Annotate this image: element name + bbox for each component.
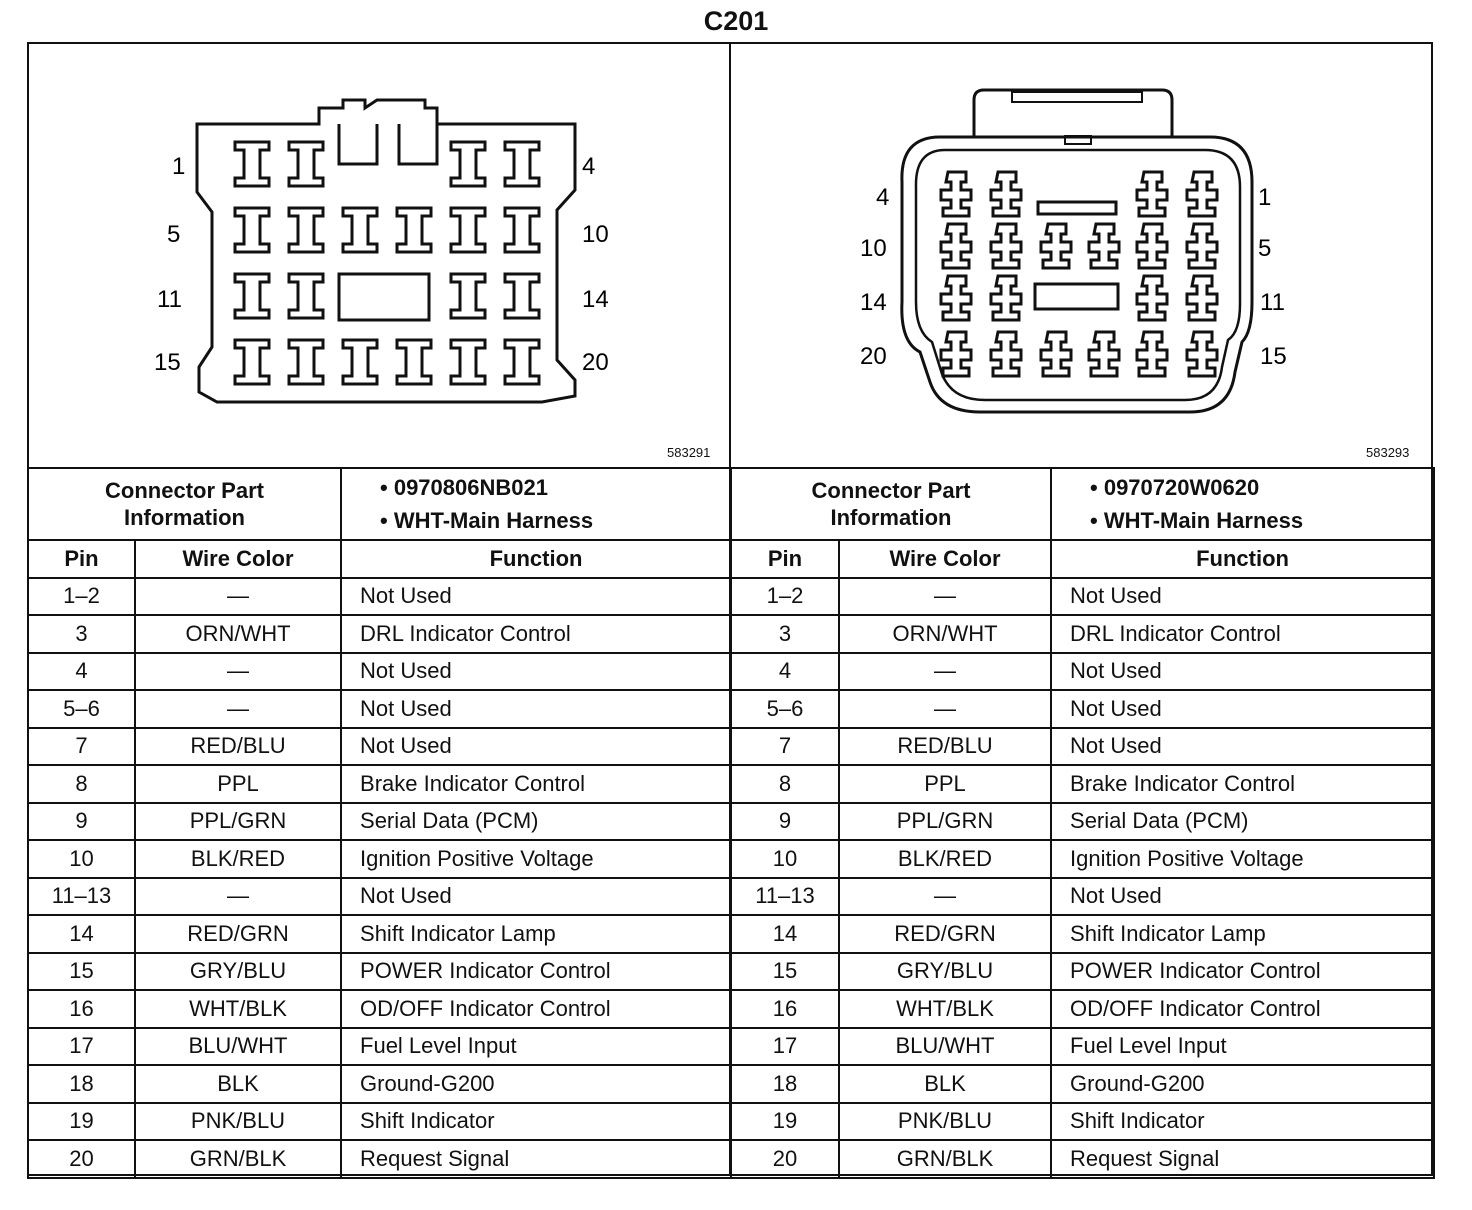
pin-label-14: 14: [860, 289, 887, 316]
table-row: [731, 578, 1434, 616]
col-header-pin: Pin: [731, 540, 839, 578]
terminal-cavity: [1137, 276, 1167, 320]
wire-color-cell: PPL/GRN: [839, 803, 1051, 841]
pin-cell: 7: [28, 728, 135, 766]
terminal-cavity: [343, 208, 377, 252]
function-cell: Not Used: [341, 578, 731, 616]
terminal-cavity: [451, 208, 485, 252]
pin-label-15: 15: [154, 349, 181, 376]
pin-cell: 19: [731, 1103, 839, 1141]
wire-color-cell: BLK: [839, 1065, 1051, 1103]
wire-color-cell: RED/GRN: [839, 915, 1051, 953]
terminal-cavity: [451, 340, 485, 384]
wire-color-cell: GRY/BLU: [839, 953, 1051, 991]
terminal-cavity: [397, 340, 431, 384]
function-cell: Ground-G200: [341, 1065, 731, 1103]
col-header-pin: Pin: [28, 540, 135, 578]
wire-color-cell: RED/BLU: [839, 728, 1051, 766]
terminal-cavity: [343, 340, 377, 384]
pin-cell: 5–6: [731, 690, 839, 728]
terminal-cavity: [397, 208, 431, 252]
function-cell: Shift Indicator: [341, 1103, 731, 1141]
function-cell: DRL Indicator Control: [1051, 615, 1434, 653]
table-row: [731, 840, 1434, 878]
wire-color-cell: BLK: [135, 1065, 341, 1103]
function-cell: POWER Indicator Control: [341, 953, 731, 991]
function-cell: OD/OFF Indicator Control: [1051, 990, 1434, 1028]
terminal-cavity: [1187, 224, 1217, 268]
diagram-title: C201: [703, 6, 769, 36]
function-cell: Not Used: [1051, 690, 1434, 728]
pin-cell: 4: [731, 653, 839, 691]
pin-label-4: 4: [876, 184, 890, 211]
figure-number-right: 583293: [1366, 445, 1410, 460]
wire-color-cell: PNK/BLU: [839, 1103, 1051, 1141]
pin-cell: 3: [731, 615, 839, 653]
wire-color-cell: ORN/WHT: [135, 615, 341, 653]
terminal-cavity: [1187, 332, 1217, 376]
info-label-line2: Information: [830, 505, 952, 530]
table-row: [28, 765, 731, 803]
pin-cell: 8: [731, 765, 839, 803]
pin-cell: 15: [731, 953, 839, 991]
function-cell: Serial Data (PCM): [1051, 803, 1434, 841]
pin-cell: 18: [731, 1065, 839, 1103]
table-row: [28, 1028, 731, 1066]
connector-face-right-drawing: [730, 42, 1433, 467]
terminal-cavity: [451, 142, 485, 186]
pin-cell: 14: [731, 915, 839, 953]
col-header-wire-color: Wire Color: [135, 540, 341, 578]
pin-label-20: 20: [582, 349, 609, 376]
terminal-cavity: [941, 172, 971, 216]
pin-cell: 1–2: [28, 578, 135, 616]
function-cell: Ignition Positive Voltage: [341, 840, 731, 878]
col-header-wire-color: Wire Color: [839, 540, 1051, 578]
terminal-cavity: [1137, 172, 1167, 216]
pin-label-4: 4: [582, 153, 596, 180]
pin-label-11: 11: [157, 286, 182, 313]
pin-cell: 15: [28, 953, 135, 991]
terminal-cavity: [289, 274, 323, 318]
connector-panel-right: [730, 42, 1433, 1176]
table-row: [731, 1103, 1434, 1141]
function-cell: Ground-G200: [1051, 1065, 1434, 1103]
pin-cell: 1–2: [731, 578, 839, 616]
terminal-cavity: [235, 142, 269, 186]
wire-color-cell: BLU/WHT: [135, 1028, 341, 1066]
pin-label-10: 10: [582, 221, 609, 248]
pin-cell: 17: [731, 1028, 839, 1066]
function-cell: Brake Indicator Control: [1051, 765, 1434, 803]
terminal-cavity: [941, 276, 971, 320]
part-number-left: • 0970806NB021: [380, 475, 548, 500]
table-row: [731, 653, 1434, 691]
table-row: [731, 1028, 1434, 1066]
wire-color-cell: GRN/BLK: [135, 1140, 341, 1178]
pin-cell: 16: [731, 990, 839, 1028]
wire-color-cell: PPL/GRN: [135, 803, 341, 841]
table-row: [731, 803, 1434, 841]
terminal-cavity: [451, 274, 485, 318]
pin-label-10: 10: [860, 235, 887, 262]
terminal-cavity: [505, 340, 539, 384]
terminal-cavity: [235, 274, 269, 318]
pin-table-right: [730, 467, 1435, 1179]
table-row: [731, 915, 1434, 953]
table-row: [731, 615, 1434, 653]
pin-cell: 11–13: [731, 878, 839, 916]
terminal-cavity: [1137, 332, 1167, 376]
pin-label-20: 20: [860, 343, 887, 370]
terminal-cavity: [289, 142, 323, 186]
table-row: [28, 990, 731, 1028]
terminal-cavity: [1089, 332, 1119, 376]
function-cell: Fuel Level Input: [341, 1028, 731, 1066]
pin-cell: 10: [28, 840, 135, 878]
pin-cell: 7: [731, 728, 839, 766]
function-cell: Serial Data (PCM): [341, 803, 731, 841]
function-cell: POWER Indicator Control: [1051, 953, 1434, 991]
wire-color-cell: —: [839, 878, 1051, 916]
connector-face-left: [27, 42, 730, 467]
pin-label-5: 5: [1258, 235, 1272, 262]
terminal-cavity: [505, 142, 539, 186]
function-cell: Shift Indicator: [1051, 1103, 1434, 1141]
table-row: [731, 690, 1434, 728]
col-header-function: Function: [1051, 540, 1434, 578]
pin-label-1: 1: [172, 153, 186, 180]
table-row: [28, 1103, 731, 1141]
pin-label-5: 5: [167, 221, 181, 248]
terminal-cavity: [1137, 224, 1167, 268]
table-row: [28, 690, 731, 728]
pin-label-15: 15: [1260, 343, 1287, 370]
table-row: [28, 953, 731, 991]
pin-cell: 11–13: [28, 878, 135, 916]
terminal-cavity: [991, 172, 1021, 216]
wire-color-cell: PPL: [839, 765, 1051, 803]
function-cell: Brake Indicator Control: [341, 765, 731, 803]
pin-cell: 18: [28, 1065, 135, 1103]
terminal-cavity: [505, 208, 539, 252]
col-header-function: Function: [341, 540, 731, 578]
pin-cell: 8: [28, 765, 135, 803]
terminal-cavity: [1041, 224, 1071, 268]
info-label-line1: Connector Part: [105, 477, 264, 503]
pin-cell: 19: [28, 1103, 135, 1141]
pin-cell: 10: [731, 840, 839, 878]
info-label-line1: Connector Part: [811, 477, 971, 503]
wire-color-cell: —: [839, 653, 1051, 691]
function-cell: Not Used: [1051, 578, 1434, 616]
table-row: [28, 803, 731, 841]
function-cell: Not Used: [341, 728, 731, 766]
terminal-cavity: [505, 274, 539, 318]
table-row: [731, 765, 1434, 803]
terminal-cavity: [941, 224, 971, 268]
part-number-right: • 0970720W0620: [1090, 475, 1260, 500]
wire-color-cell: —: [135, 690, 341, 728]
connector-info-values-right: [1051, 468, 1434, 540]
table-row: [28, 840, 731, 878]
pin-cell: 20: [28, 1140, 135, 1178]
connector-face-right: [730, 42, 1433, 467]
pin-cell: 3: [28, 615, 135, 653]
wire-color-cell: BLU/WHT: [839, 1028, 1051, 1066]
terminal-cavity: [991, 276, 1021, 320]
table-row: [28, 653, 731, 691]
table-row: [28, 1065, 731, 1103]
pin-cell: 20: [731, 1140, 839, 1178]
wire-color-cell: —: [135, 578, 341, 616]
table-row: [731, 990, 1434, 1028]
function-cell: DRL Indicator Control: [341, 615, 731, 653]
terminal-cavity: [991, 332, 1021, 376]
pin-cell: 4: [28, 653, 135, 691]
function-cell: Not Used: [1051, 728, 1434, 766]
table-row: [731, 1065, 1434, 1103]
connector-face-left-drawing: [27, 42, 730, 467]
pin-cell: 14: [28, 915, 135, 953]
wire-color-cell: GRN/BLK: [839, 1140, 1051, 1178]
function-cell: Not Used: [341, 690, 731, 728]
pin-cell: 16: [28, 990, 135, 1028]
pin-label-14: 14: [582, 286, 609, 313]
wire-color-cell: —: [839, 690, 1051, 728]
wire-color-cell: RED/GRN: [135, 915, 341, 953]
function-cell: Ignition Positive Voltage: [1051, 840, 1434, 878]
pin-cell: 9: [28, 803, 135, 841]
connector-info-label-left: [28, 468, 341, 540]
wire-color-cell: BLK/RED: [839, 840, 1051, 878]
terminal-cavity: [1187, 276, 1217, 320]
blank-cavity-left: [339, 274, 429, 320]
table-row: [731, 1140, 1434, 1178]
pin-table-left: [27, 467, 732, 1179]
terminal-cavities-left: [235, 142, 539, 384]
terminal-cavity: [991, 224, 1021, 268]
terminal-cavity: [1187, 172, 1217, 216]
function-cell: Not Used: [1051, 878, 1434, 916]
wire-color-cell: —: [839, 578, 1051, 616]
table-row: [28, 578, 731, 616]
terminal-cavity: [235, 208, 269, 252]
wire-color-cell: PPL: [135, 765, 341, 803]
pin-label-11: 11: [1260, 289, 1285, 316]
table-row: [731, 953, 1434, 991]
wire-color-cell: —: [135, 878, 341, 916]
terminal-cavity: [1041, 332, 1071, 376]
table-row: [28, 878, 731, 916]
table-row: [28, 1140, 731, 1178]
function-cell: Not Used: [1051, 653, 1434, 691]
wire-color-cell: WHT/BLK: [839, 990, 1051, 1028]
terminal-cavity: [941, 332, 971, 376]
pin-cell: 5–6: [28, 690, 135, 728]
wire-color-cell: GRY/BLU: [135, 953, 341, 991]
wire-color-cell: PNK/BLU: [135, 1103, 341, 1141]
connector-panel-left: [27, 42, 730, 1176]
harness-right: • WHT-Main Harness: [1090, 508, 1304, 533]
function-cell: Fuel Level Input: [1051, 1028, 1434, 1066]
info-label-line2: Information: [124, 505, 245, 530]
function-cell: Not Used: [341, 653, 731, 691]
wire-color-cell: —: [135, 653, 341, 691]
table-row: [731, 728, 1434, 766]
blank-cavity-right: [1035, 284, 1118, 309]
connector-info-label-right: [731, 468, 1051, 540]
function-cell: Shift Indicator Lamp: [341, 915, 731, 953]
function-cell: Request Signal: [341, 1140, 731, 1178]
connector-info-values-left: [341, 468, 731, 540]
wire-color-cell: WHT/BLK: [135, 990, 341, 1028]
table-row: [28, 728, 731, 766]
function-cell: Shift Indicator Lamp: [1051, 915, 1434, 953]
function-cell: OD/OFF Indicator Control: [341, 990, 731, 1028]
wire-color-cell: RED/BLU: [135, 728, 341, 766]
function-cell: Not Used: [341, 878, 731, 916]
pin-label-1: 1: [1258, 184, 1272, 211]
table-row: [28, 915, 731, 953]
terminal-cavity: [1089, 224, 1119, 268]
harness-left: • WHT-Main Harness: [380, 508, 594, 533]
wire-color-cell: BLK/RED: [135, 840, 341, 878]
terminal-cavity: [289, 208, 323, 252]
function-cell: Request Signal: [1051, 1140, 1434, 1178]
pin-cell: 9: [731, 803, 839, 841]
pin-cell: 17: [28, 1028, 135, 1066]
terminal-cavity: [235, 340, 269, 384]
table-row: [731, 878, 1434, 916]
figure-number-left: 583291: [667, 445, 711, 460]
terminal-cavity: [289, 340, 323, 384]
table-row: [28, 615, 731, 653]
wire-color-cell: ORN/WHT: [839, 615, 1051, 653]
